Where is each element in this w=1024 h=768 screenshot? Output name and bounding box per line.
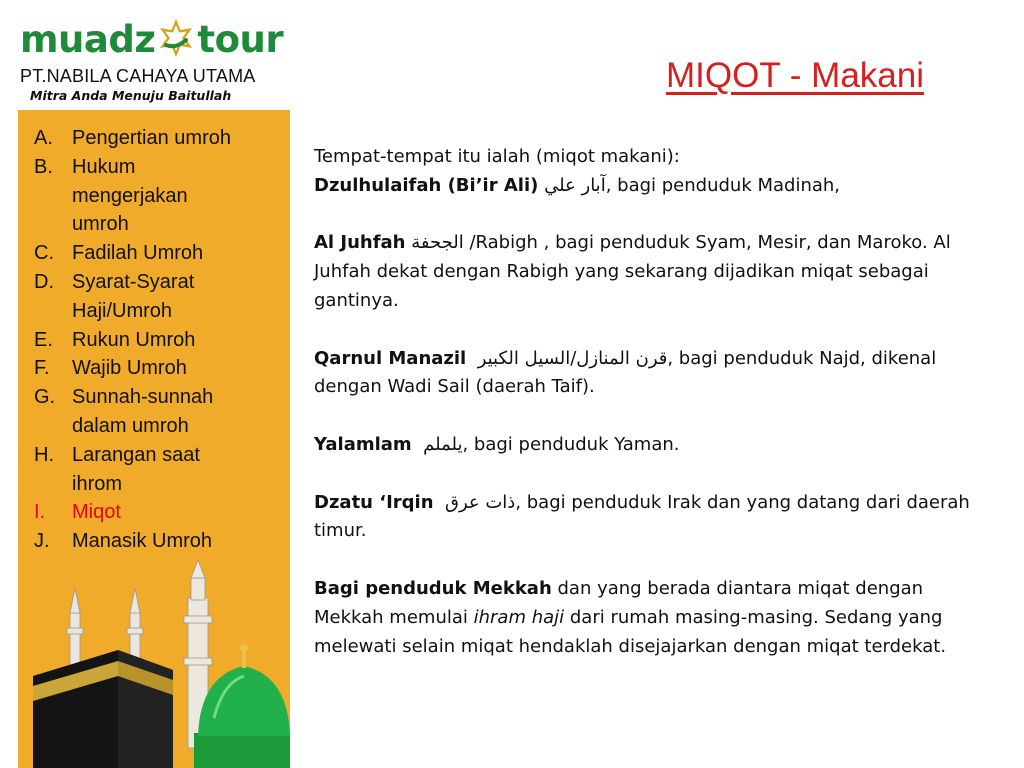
description: , bagi penduduk Madinah, <box>605 174 841 196</box>
intro-text: Tempat-tempat itu ialah (miqot makani): <box>314 146 680 167</box>
topic-label: Larangan saat ihrom <box>72 443 200 495</box>
logo-brand-left: muadz <box>20 18 156 61</box>
place-name: Al Juhfah <box>314 232 406 254</box>
place-name: Yalamlam <box>314 433 412 455</box>
logo-wordmark <box>20 18 283 61</box>
slide-content <box>314 143 974 661</box>
topic-item[interactable] <box>34 354 290 383</box>
description: dari rumah masing-masing. Sedang yang melewati selain miqat hendaklah disejajarkan dengan miqat terdekat. <box>314 606 947 657</box>
company-logo <box>18 12 290 108</box>
topic-letter: A. <box>34 127 53 149</box>
topic-label: Rukun Umroh <box>72 328 196 351</box>
place-name: Qarnul Manazil <box>314 347 467 369</box>
arabic-name: يلملم <box>423 433 463 455</box>
topic-label: Hukum mengerjakan umroh <box>72 155 188 236</box>
miqat-al-juhfah <box>314 229 974 315</box>
topic-label: Wajib Umroh <box>72 357 187 380</box>
description: , bagi penduduk Najd, dikenal dengan Wadi Sail (daerah Taif). <box>314 347 937 398</box>
emphasis-text: ihram haji <box>473 606 565 628</box>
miqat-qarnul-manazil <box>314 345 974 403</box>
miqat-yalamlam <box>314 431 974 460</box>
topic-label: Manasik Umroh <box>72 530 213 553</box>
topic-letter: B. <box>34 155 53 178</box>
topic-item[interactable] <box>34 527 290 556</box>
place-name: Bagi penduduk Mekkah <box>314 577 552 599</box>
topic-item[interactable] <box>34 268 290 326</box>
company-tagline: Mitra Anda Menuju Baitullah <box>30 88 232 103</box>
topic-letter: J. <box>34 530 50 553</box>
topic-list <box>18 110 290 556</box>
sidebar <box>18 110 290 768</box>
topic-item[interactable] <box>34 383 290 441</box>
topic-item[interactable] <box>34 153 290 239</box>
logo-brand-right: tour <box>197 18 284 61</box>
place-name: Dzulhulaifah (Bi’ir Ali) <box>314 174 539 196</box>
company-name: PT.NABILA CAHAYA UTAMA <box>20 66 256 86</box>
description: /Rabigh , bagi penduduk Syam, Mesir, dan Maroko. Al Juhfah dekat dengan Rabigh yang sekarang dijadikan miqat sebagai gantinya. <box>314 232 951 311</box>
topic-letter: E. <box>34 328 53 351</box>
topic-label: Pengertian umroh <box>72 127 231 149</box>
topic-letter: H. <box>34 443 54 466</box>
miqat-dzulhulaifah <box>314 172 974 201</box>
description-part: dan yang berada diantara miqat dengan Mekkah memulai <box>314 577 924 628</box>
topic-item[interactable] <box>34 239 290 268</box>
arabic-name: آبار علي <box>544 174 606 196</box>
arabic-name: ذات عرق <box>444 491 516 513</box>
topic-letter: D. <box>34 270 54 293</box>
topic-label: Fadilah Umroh <box>72 242 204 265</box>
place-name: Dzatu ‘Irqin <box>314 491 434 513</box>
topic-item[interactable] <box>34 326 290 355</box>
topic-item[interactable] <box>34 124 290 153</box>
topic-letter: G. <box>34 386 56 409</box>
topic-letter: C. <box>34 242 54 265</box>
description: , bagi penduduk Irak dan yang datang dari daerah timur. <box>314 491 970 542</box>
topic-label: Syarat-Syarat Haji/Umroh <box>72 270 195 322</box>
arabic-name: قرن المنازل/السيل الكبير <box>477 347 668 369</box>
topic-label: Sunnah-sunnah dalam umroh <box>72 386 214 437</box>
description: , bagi penduduk Yaman. <box>462 433 680 455</box>
miqat-mekkah <box>314 575 974 661</box>
topic-letter: F. <box>34 357 50 380</box>
star-emblem-icon <box>156 18 196 58</box>
topic-item-active[interactable] <box>34 498 290 527</box>
topic-label: Miqot <box>72 501 121 524</box>
slide-title: MIQOT - Makani <box>666 56 925 95</box>
arabic-name: الجحفة <box>411 232 464 254</box>
miqat-dzatu-irqin <box>314 489 974 547</box>
kaaba-icon <box>33 650 173 768</box>
kaaba-mosque-illustration <box>18 558 290 768</box>
topic-item[interactable] <box>34 441 290 499</box>
topic-letter: I. <box>34 501 46 524</box>
